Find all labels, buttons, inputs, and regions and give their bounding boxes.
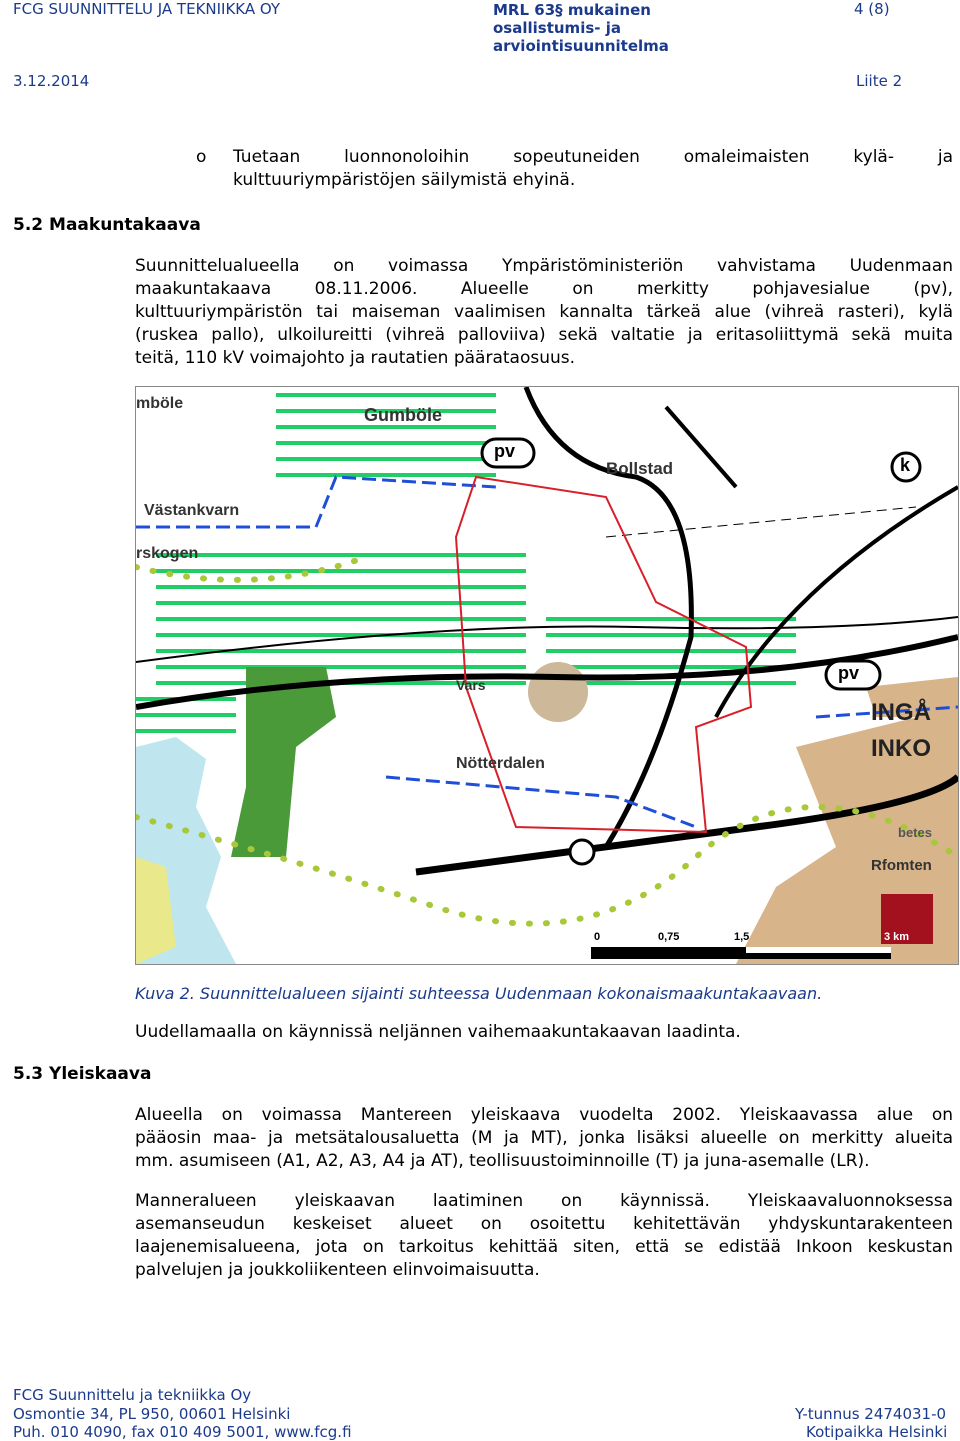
scale-label: 0	[594, 931, 601, 943]
map-label: Rfomten	[871, 857, 932, 874]
map-label: INGÅ	[871, 699, 931, 726]
bullet-marker: o	[196, 147, 207, 167]
map-label: INKO	[871, 735, 931, 762]
section-5-3-paragraph-2	[135, 1190, 953, 1282]
hatched-zone	[156, 547, 526, 687]
scale-label: 1,5	[734, 931, 750, 943]
hatched-zone	[276, 387, 496, 477]
interchange-symbol	[570, 840, 594, 864]
header-doc-title-1: MRL 63§ mukainen	[493, 1, 651, 19]
paragraph-line: asemanseudun keskeiset alueet on osoitettu kehitettävän yhdyskuntarakenteen	[135, 1214, 953, 1234]
header-attachment: Liite 2	[856, 72, 903, 90]
paragraph-line: kulttuuriympäristön tai maiseman vaalimisen kannalta tärkeä alue (vihreä rasteri), kylä	[135, 302, 953, 322]
paragraph-line: mm. asumiseen (A1, A2, A3, A4 ja AT), teollisuustoiminnoille (T) ja juna-asemalle (LR).	[135, 1151, 870, 1171]
section-heading-5-2: 5.2 Maakuntakaava	[13, 215, 201, 235]
regional-plan-map	[135, 386, 959, 965]
map-label: Västankvarn	[144, 502, 240, 519]
section-5-2-paragraph	[135, 255, 953, 370]
header-company: FCG SUUNNITTELU JA TEKNIIKKA OY	[13, 0, 281, 18]
village-symbol	[528, 662, 588, 722]
map-label: Gumböle	[364, 405, 443, 425]
header-date: 3.12.2014	[13, 72, 90, 90]
bullet-line-1: Tuetaan luonnonoloihin sopeutuneiden omaleimaisten kylä- ja	[233, 147, 953, 167]
paragraph-line: (ruskea pallo), ulkoilureitti (vihreä palloviiva) sekä valtatie ja eritasoliittymä sekä muita	[135, 325, 953, 345]
paragraph-line: laajenemisalueena, jota on tarkoitus kehittää siten, että se edistää Inkoon keskustan	[135, 1237, 953, 1257]
map-label: betes	[898, 825, 932, 840]
footer-kotipaikka: Kotipaikka Helsinki	[806, 1423, 948, 1441]
pv-label: pv	[494, 441, 516, 461]
scale-label: 3 km	[884, 931, 910, 943]
paragraph-line: Suunnittelualueella on voimassa Ympäristöministeriön vahvistama Uudenmaan	[135, 256, 953, 276]
section-5-3-paragraph-1	[135, 1104, 953, 1173]
section-heading-5-3: 5.3 Yleiskaava	[13, 1064, 152, 1084]
footer-phone: Puh. 010 4090, fax 010 409 5001, www.fcg.fi	[13, 1423, 352, 1441]
map-label: mböle	[136, 395, 184, 412]
bullet-line-2: kulttuuriympäristöjen säilymistä ehyinä.	[233, 170, 576, 190]
map-label: Vars	[456, 677, 486, 693]
header-doc-title-3: arviointisuunnitelma	[493, 37, 669, 55]
paragraph-line: Alueella on voimassa Mantereen yleiskaava vuodelta 2002. Yleiskaavassa alue on	[135, 1105, 953, 1125]
paragraph-line: teitä, 110 kV voimajohto ja rautatien päärataosuus.	[135, 348, 576, 368]
paragraph-line: maakuntakaava 08.11.2006. Alueelle on merkitty pohjavesialue (pv),	[135, 279, 953, 299]
paragraph-line: palvelujen ja joukkoliikenteen elinvoimaisuutta.	[135, 1260, 540, 1280]
footer-ytunnus: Y-tunnus 2474031-0	[795, 1405, 947, 1423]
paragraph-line: pääosin maa- ja metsätalousaluetta (M ja MT), jonka lisäksi alueelle on merkitty alueita	[135, 1128, 953, 1148]
scale-label: 0,75	[658, 931, 680, 943]
footer-company: FCG Suunnittelu ja tekniikka Oy	[13, 1386, 252, 1404]
pv-label: pv	[838, 663, 860, 683]
map-label: Bollstad	[606, 459, 674, 478]
map-label: rskogen	[136, 545, 199, 562]
header-doc-title-2: osallistumis- ja	[493, 19, 621, 37]
paragraph-line: Manneralueen yleiskaavan laatiminen on käynnissä. Yleiskaavaluonnoksessa	[135, 1191, 953, 1211]
figure-caption: Kuva 2. Suunnittelualueen sijainti suhteessa Uudenmaan kokonaismaakuntakaavaan.	[135, 984, 823, 1003]
k-label: k	[900, 455, 911, 475]
map-graphic	[136, 387, 958, 964]
header-page-number: 4 (8)	[854, 0, 890, 18]
section-5-2-note: Uudellamaalla on käynnissä neljännen vaihemaakuntakaavan laadinta.	[135, 1022, 741, 1042]
scale-bar	[746, 947, 891, 953]
map-label: Nötterdalen	[456, 755, 545, 772]
footer-address: Osmontie 34, PL 950, 00601 Helsinki	[13, 1405, 291, 1423]
